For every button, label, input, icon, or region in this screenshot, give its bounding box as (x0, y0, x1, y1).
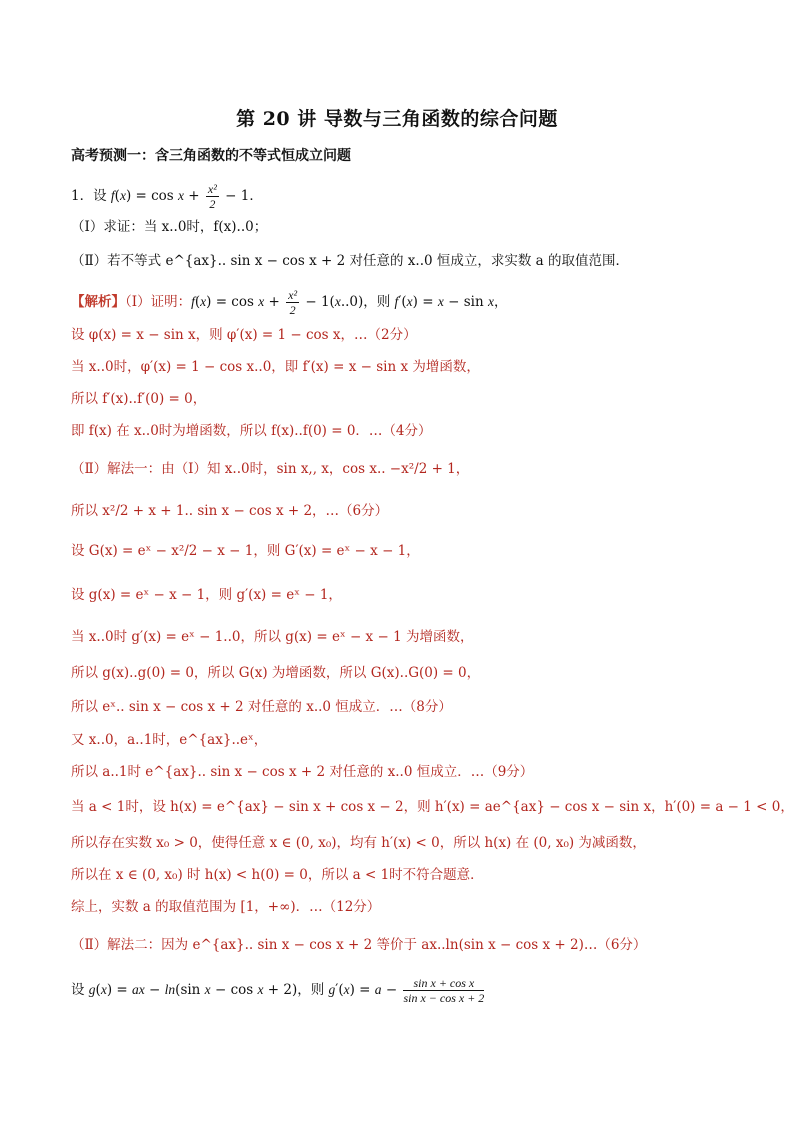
solution-line: 当 x..0时 g′(x) = eˣ − 1..0，所以 g(x) = eˣ − x − 1 为增函数， (71, 629, 474, 645)
solution-line: 所以 eˣ.. sin x − cos x + 2 对任意的 x..0 恒成立．…（8分） (71, 699, 452, 715)
section-heading: 高考预测一：含三角函数的不等式恒成立问题 (71, 148, 351, 164)
solution-line: 综上，实数 a 的取值范围为 [1，+∞)．…（12分） (71, 899, 381, 915)
solution-line: 当 x..0时，φ′(x) = 1 − cos x..0，即 f′(x) = x − sin x 为增函数， (71, 359, 480, 375)
solution-line: 即 f(x) 在 x..0时为增函数，所以 f(x)..f(0) = 0．…（4分） (71, 423, 432, 439)
solution-line: 设 φ(x) = x − sin x，则 φ′(x) = 1 − cos x，…（2分） (71, 327, 417, 343)
solution-line: 所以在 x ∈ (0, x₀) 时 h(x) < h(0) = 0，所以 a < 1时不符合题意． (71, 867, 484, 883)
problem-part-1: （Ⅰ）求证：当 x..0时，f(x)..0； (71, 219, 268, 235)
solution-line: 设 g(x) = ax − ln(sin x − cos x + 2)，则 g′(x) = a − $\frac{\text{sin x + cos x}}{\text{sin x − cos x + 2}}$ (71, 976, 485, 1005)
problem-statement: 1．设 f(x) = cos x + $\frac{\text{x²}}{2}$ − 1． (71, 182, 263, 211)
problem-part-2: （Ⅱ）若不等式 e^{ax}.. sin x − cos x + 2 对任意的 x..0 恒成立，求实数 a 的取值范围． (71, 253, 630, 269)
solution-line: 所以 a..1时 e^{ax}.. sin x − cos x + 2 对任意的 x..0 恒成立．…（9分） (71, 764, 534, 780)
solution-line: 所以 x²/2 + x + 1.. sin x − cos x + 2，…（6分） (71, 503, 389, 519)
solution-line: 所以 f′(x)..f′(0) = 0， (71, 391, 207, 407)
solution-line: 当 a < 1时，设 h(x) = e^{ax} − sin x + cos x − 2，则 h′(x) = ae^{ax} − cos x − sin x，h′(0) = a − 1 < 0， (71, 799, 794, 815)
solution-line: 设 g(x) = eˣ − x − 1，则 g′(x) = eˣ − 1， (71, 587, 342, 603)
solution-line: 所以 g(x)..g(0) = 0，所以 G(x) 为增函数，所以 G(x)..G(0) = 0， (71, 665, 481, 681)
page-title: 第 20 讲 导数与三角函数的综合问题 (236, 108, 558, 130)
solution-line: 所以存在实数 x₀ > 0，使得任意 x ∈ (0, x₀)，均有 h′(x) < 0，所以 h(x) 在 (0, x₀) 为减函数， (71, 835, 646, 851)
solution-line: 设 G(x) = eˣ − x²/2 − x − 1，则 G′(x) = eˣ − x − 1， (71, 543, 420, 559)
solution-line: 【解析】（Ⅰ）证明：f(x) = cos x + $\frac{\text{x²}}{2}$ − 1(x..0)，则 f′(x) = x − sin x， (71, 288, 508, 317)
solution-line: （Ⅱ）解法一：由（Ⅰ）知 x..0时，sin x,, x，cos x.. −x²/2 + 1， (71, 461, 470, 477)
solution-line: 又 x..0，a..1时，e^{ax}..eˣ， (71, 732, 268, 748)
solution-line: （Ⅱ）解法二：因为 e^{ax}.. sin x − cos x + 2 等价于 ax..ln(sin x − cos x + 2)…（6分） (71, 937, 647, 953)
